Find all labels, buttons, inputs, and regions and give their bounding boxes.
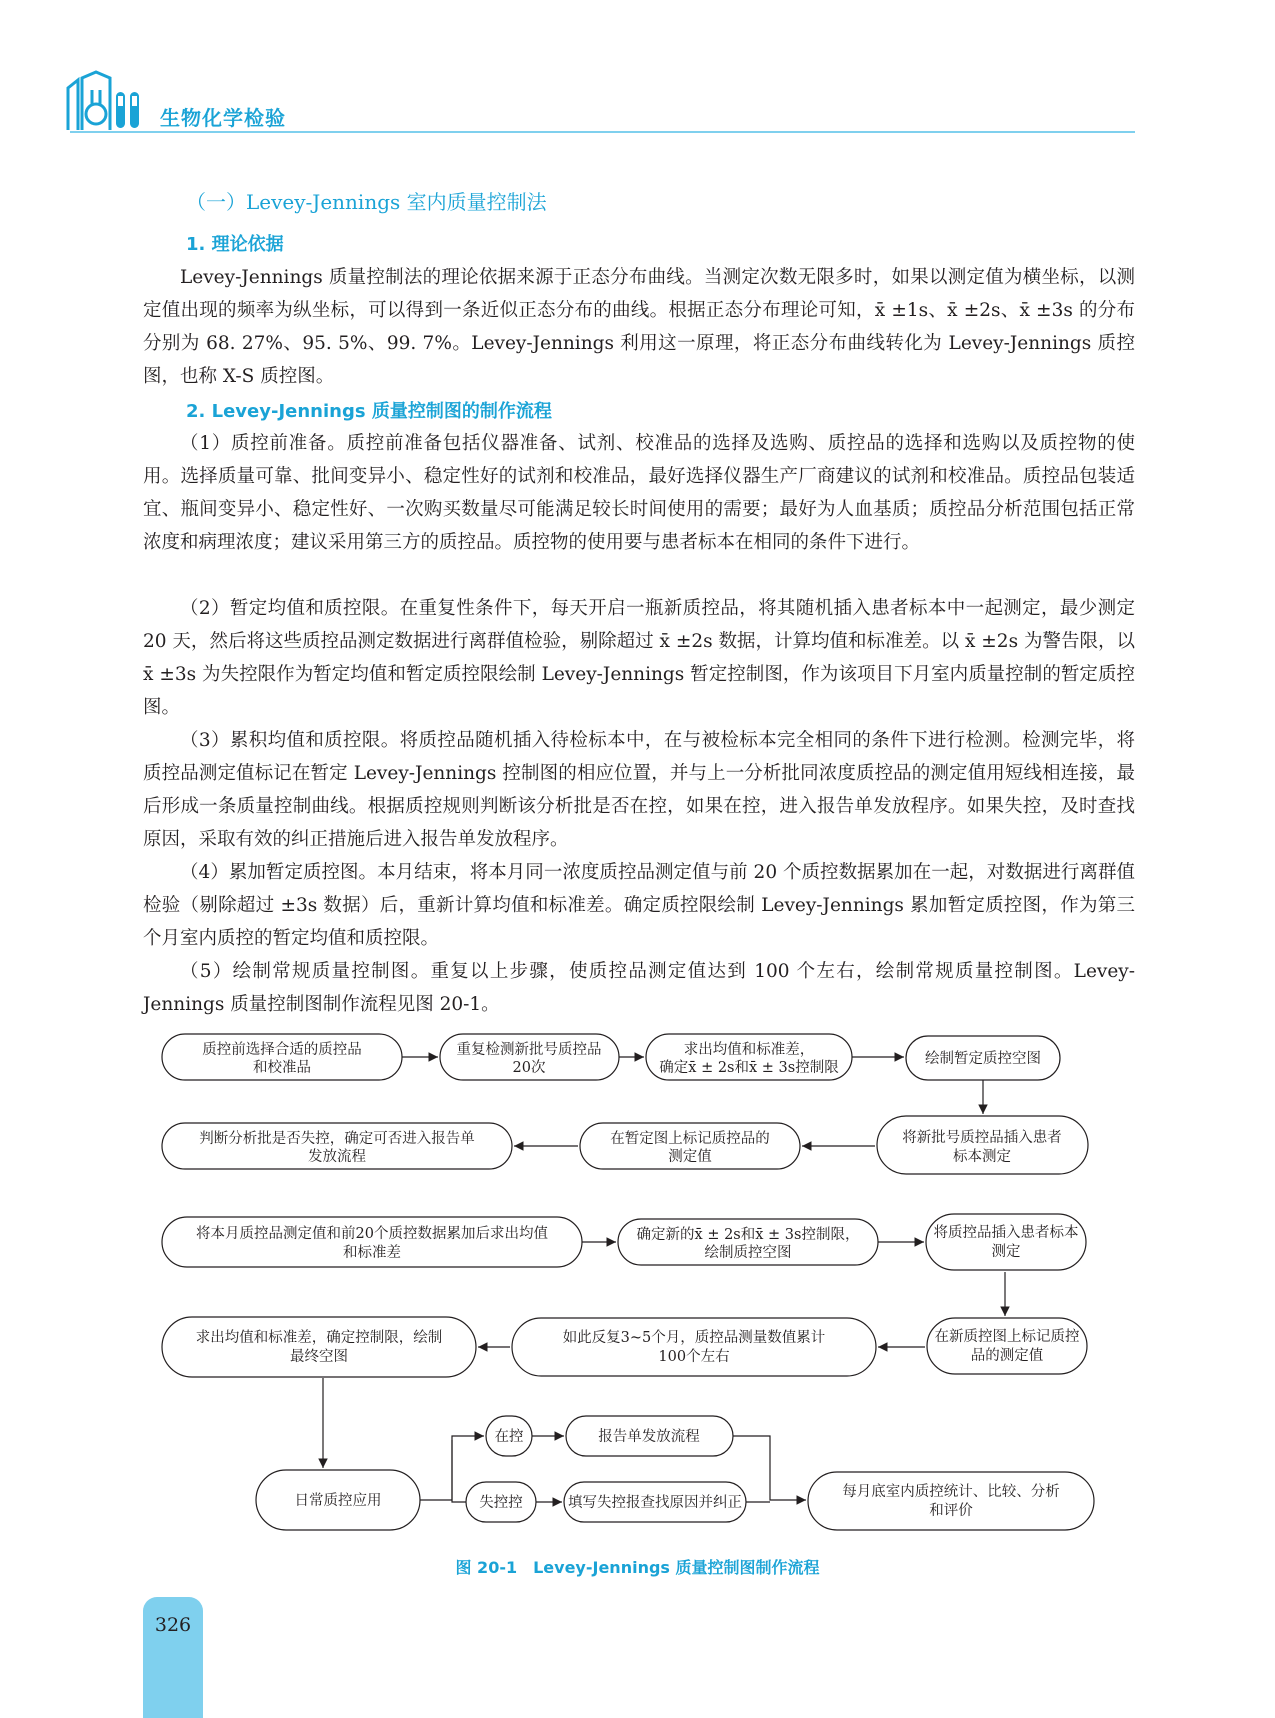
- header-divider: [70, 131, 1135, 133]
- flow-node-insert-patient: [926, 1214, 1086, 1270]
- flow-node-text: 100个左右: [658, 1349, 730, 1365]
- subsection-title-process: 2. Levey-Jennings 质量控制图的制作流程: [186, 401, 552, 422]
- flow-node-text: 如此反复3~5个月，质控品测量数值累计: [562, 1330, 826, 1346]
- paragraph-step-3: （3）累积均值和质控限。将质控品随机插入待检标本中，在与被检标本完全相同的条件下进行检测。检测完毕，将质控品测定值标记在暂定 Levey-Jennings 控制图的相应位置，并与上一分析批同浓度质控品的测定值用短线相连接，最后形成一条质量控制曲线。根据质控规则判断该分析批是否在控，如果在控，进入报告单发放程序。如果失控，及时查找原因，采取有效的纠正措施后进入报告单发放程序。: [143, 730, 1135, 850]
- flow-node-text: 发放流程: [308, 1149, 366, 1165]
- flow-node-text: 求出均值和标准差，确定控制限，绘制: [195, 1330, 443, 1346]
- flow-node-text: 标本测定: [953, 1149, 1011, 1165]
- flow-node-mark-new-chart: [927, 1318, 1087, 1374]
- flow-node-text: 报告单发放流程: [598, 1429, 700, 1445]
- book-title: 生物化学检验: [160, 106, 286, 130]
- flowchart-levey-jennings: [160, 1024, 1120, 1554]
- page-number: 326: [154, 1614, 192, 1636]
- figure-caption: 图 20-1 Levey-Jennings 质量控制图制作流程: [455, 1558, 820, 1577]
- flow-node-text: 在控: [494, 1429, 524, 1445]
- flow-node-text: 和标准差: [343, 1245, 401, 1261]
- flow-node-text: 填写失控报查找原因并纠正: [568, 1495, 742, 1511]
- flow-node-text: 在暂定图上标记质控品的: [610, 1131, 770, 1147]
- flow-node-text: 失控控: [479, 1495, 523, 1511]
- flow-node-text: 最终空图: [290, 1349, 348, 1365]
- flow-node-text: 绘制暂定质控空图: [925, 1051, 1041, 1067]
- paragraph-step-4: （4）累加暂定质控图。本月结束，将本月同一浓度质控品测定值与前 20 个质控数据累加在一起，对数据进行离群值检验（剔除超过 ±3s 数据）后，重新计算均值和标准差。确定质控限绘制 Levey-Jennings 累加暂定质控图，作为第三个月室内质控的暂定均值和质控限。: [143, 862, 1135, 949]
- flow-node-text: 将本月质控品测定值和前20个质控数据累加后求出均值: [196, 1226, 548, 1242]
- flow-node-text: 测定: [991, 1244, 1021, 1260]
- flow-node-text: 确定新的x̄ ± 2s和x̄ ± 3s控制限，: [636, 1227, 860, 1243]
- flow-node-text: 将质控品插入患者标本: [933, 1225, 1079, 1241]
- flow-node-text: 每月底室内质控统计、比较、分析: [842, 1484, 1060, 1500]
- flow-node-text: 和评价: [929, 1503, 973, 1519]
- flow-node-text: 判断分析批是否失控，确定可否进入报告单: [199, 1131, 475, 1147]
- flow-node-text: 20次: [512, 1060, 546, 1076]
- flow-node-text: 重复检测新批号质控品: [456, 1042, 602, 1058]
- flow-node-text: 求出均值和标准差，: [683, 1042, 815, 1058]
- flow-node-text: 绘制质控空图: [704, 1245, 792, 1261]
- paragraph-step-2: （2）暂定均值和质控限。在重复性条件下，每天开启一瓶新质控品，将其随机插入患者标本中一起测定，最少测定 20 天，然后将这些质控品测定数据进行离群值检验，剔除超过 x̄ ±2s 数据，计算均值和标准差。以 x̄ ±2s 为警告限，以 x̄ ±3s 为失控限作为暂定均值和暂定质控限绘制 Levey-Jennings 暂定控制图，作为该项目下月室内质量控制的暂定质控图。: [143, 598, 1135, 718]
- flow-node-final-chart: [162, 1317, 476, 1377]
- flow-node-text: 日常质控应用: [294, 1493, 382, 1509]
- flow-node-text: 测定值: [668, 1149, 712, 1165]
- flow-node-text: 质控前选择合适的质控品: [202, 1042, 362, 1058]
- paragraph-step-5: （5）绘制常规质量控制图。重复以上步骤，使质控品测定值达到 100 个左右，绘制常规质量控制图。Levey-Jennings 质量控制图制作流程见图 20-1。: [143, 961, 1135, 1015]
- flow-node-text: 将新批号质控品插入患者: [902, 1130, 1062, 1146]
- subsection-title-theory: 1. 理论依据: [186, 234, 284, 255]
- flow-node-monthly-review: [808, 1472, 1094, 1530]
- flow-node-repeat-months: [512, 1318, 876, 1376]
- flask-test-tubes-logo-icon: [66, 70, 146, 132]
- flow-node-text: 品的测定值: [970, 1348, 1044, 1364]
- section-title: （一）Levey-Jennings 室内质量控制法: [186, 190, 547, 214]
- flow-node-text: 和校准品: [253, 1060, 311, 1076]
- flow-node-text: 在新质控图上标记质控: [934, 1329, 1080, 1345]
- paragraph-step-1: （1）质控前准备。质控前准备包括仪器准备、试剂、校准品的选择及选购、质控品的选择和选购以及质控物的使用。选择质量可靠、批间变异小、稳定性好的试剂和校准品，最好选择仪器生产厂商建议的试剂和校准品。质控品包装适宜、瓶间变异小、稳定性好、一次购买数量尽可能满足较长时间使用的需要；最好为人血基质；质控品分析范围包括正常浓度和病理浓度；建议采用第三方的质控品。质控物的使用要与患者标本在相同的条件下进行。: [143, 433, 1135, 553]
- paragraph-theory: Levey-Jennings 质量控制法的理论依据来源于正态分布曲线。当测定次数无限多时，如果以测定值为横坐标，以测定值出现的频率为纵坐标，可以得到一条近似正态分布的曲线。根据正态分布理论可知，x̄ ±1s、x̄ ±2s、x̄ ±3s 的分布分别为 68. 27%、95. 5%、99. 7%。Levey-Jennings 利用这一原理，将正态分布曲线转化为 Levey-Jennings 质控图，也称 X-S 质控图。: [143, 267, 1135, 387]
- flow-node-text: 确定x̄ ± 2s和x̄ ± 3s控制限: [659, 1060, 839, 1076]
